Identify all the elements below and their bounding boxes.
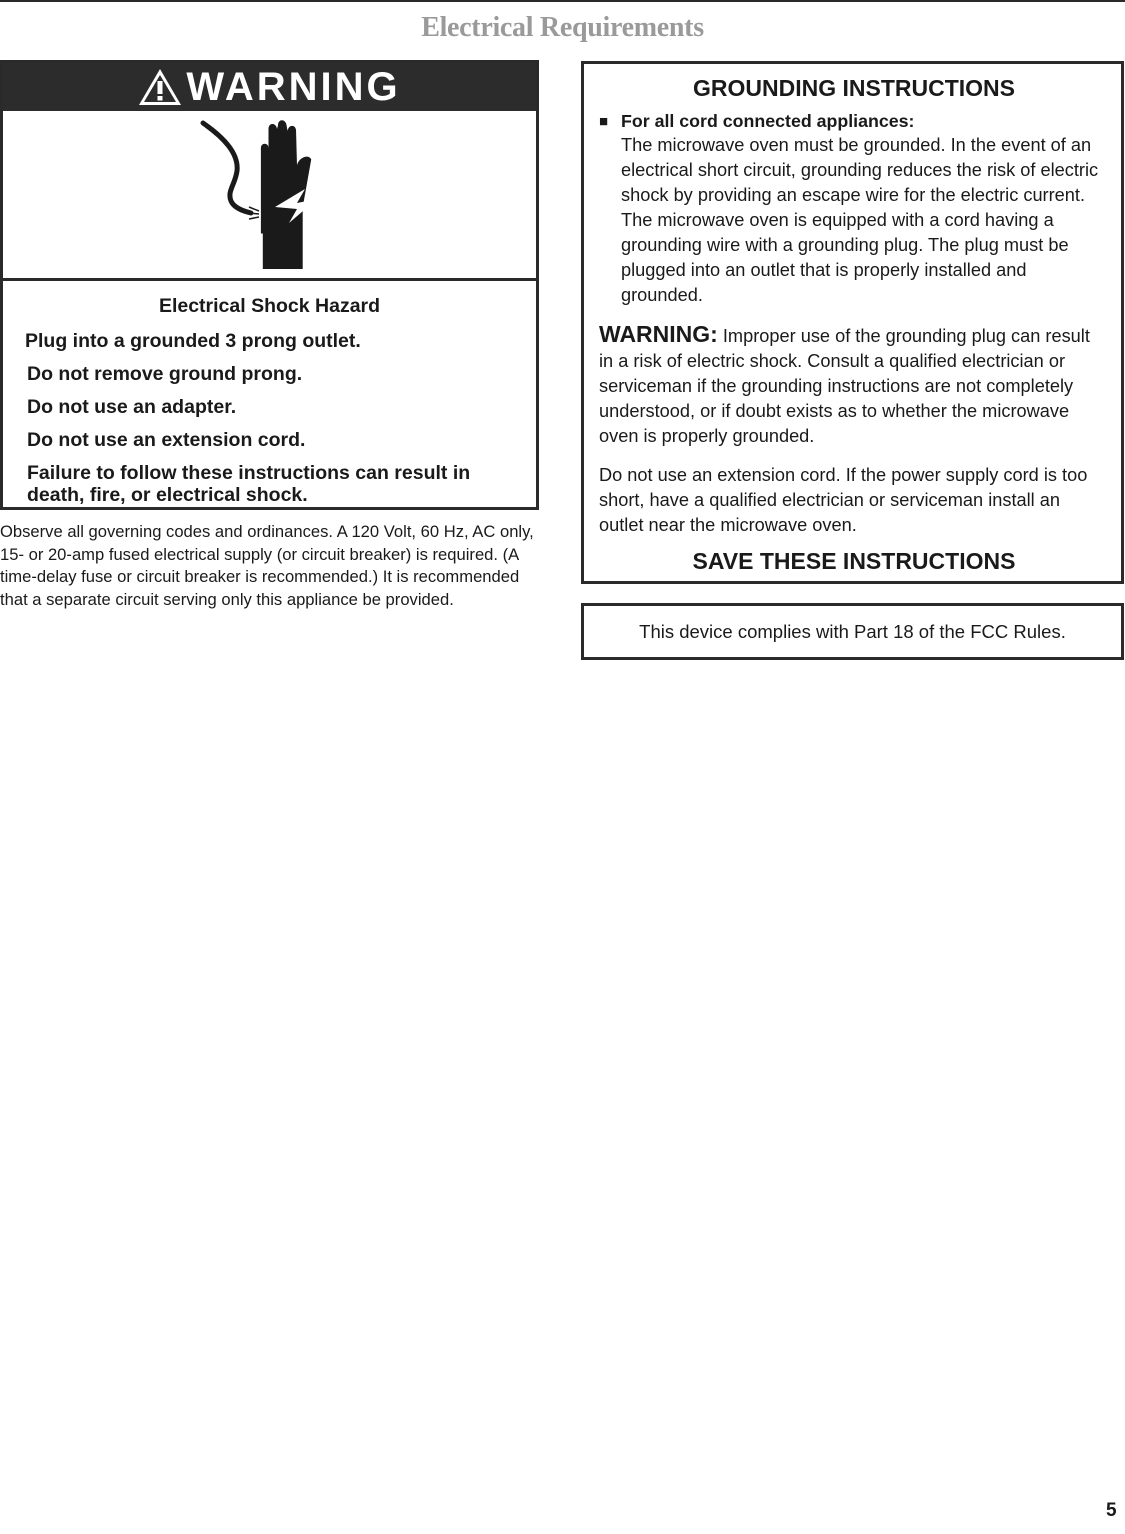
grounding-warning-paragraph [599,322,1109,449]
extension-cord-paragraph: Do not use an extension cord. If the power supply cord is too short, have a qualified electrician or serviceman install an outlet near the microwave oven. [599,465,1088,535]
bullet-heading: For all cord connected appliances: [621,111,915,131]
warning-line: Do not use an adapter. [27,396,237,418]
warning-label: WARNING [186,64,401,109]
shock-pictogram [3,111,536,281]
observe-codes-paragraph: Observe all governing codes and ordinances. A 120 Volt, 60 Hz, AC only, 15- or 20-amp fused electrical supply (or circuit breaker) is required. (A time-delay fuse or circuit breaker is recommended.) It is recommended that a separate circuit serving only this appliance be provided. [0,522,534,609]
save-instructions-label: SAVE THESE INSTRUCTIONS [692,548,1016,574]
warning-triangle-icon [138,68,182,106]
warning-box [0,60,539,510]
top-rule [0,0,1125,2]
warning-line: Failure to follow these instructions can result in death, fire, or electrical shock. [27,462,471,506]
warning-line: Do not use an extension cord. [27,429,306,451]
grounding-warning-text: Improper use of the grounding plug can result in a risk of electric shock. Consult a qualified electrician or serviceman if the grounding instructions are not completely understood, or if doubt exists as to whether the microwave oven is properly grounded. [599,326,1090,446]
bullet-text: The microwave oven must be grounded. In the event of an electrical short circuit, grounding reduces the risk of electric shock by providing an escape wire for the electric current. The microwave oven is equipped with a cord having a grounding wire with a grounding plug. The plug must be plugged into an outlet that is properly installed and grounded. [621,135,1099,305]
hazard-title: Electrical Shock Hazard [158,295,381,317]
bullet-row [599,110,1109,133]
warning-header [3,63,536,111]
warning-line: Plug into a grounded 3 prong outlet. [25,330,361,352]
fcc-notice-text: This device complies with Part 18 of the FCC Rules. [639,620,1066,642]
warning-line: Do not remove ground prong. [27,363,303,385]
electric-shock-hand-icon [193,119,343,269]
fcc-notice-box [581,603,1124,660]
grounding-instructions-box [581,61,1124,584]
grounding-warning-label: WARNING: [599,321,718,347]
grounding-title: GROUNDING INSTRUCTIONS [693,75,1015,101]
section-title: Electrical Requirements [421,12,704,43]
page-number: 5 [1106,1500,1117,1521]
square-bullet-icon: ■ [599,113,609,130]
warning-body [3,281,536,506]
